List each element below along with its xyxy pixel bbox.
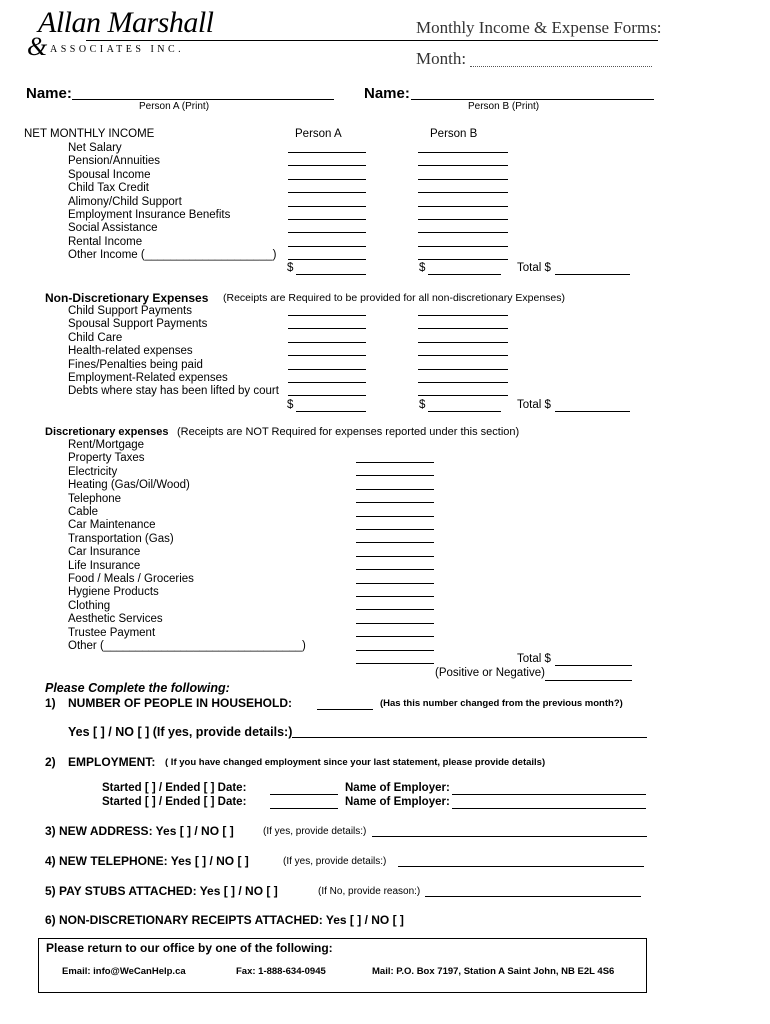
nondisc-item-field-a[interactable] (288, 355, 366, 356)
name-label-a: Name: (26, 85, 72, 102)
income-item-label: Pension/Annuities (68, 155, 161, 168)
nondisc-item-label: Debts where stay has been lifted by court (68, 385, 279, 398)
disc-item-label: Aesthetic Services (68, 613, 163, 626)
income-item-field-b[interactable] (418, 259, 508, 260)
disc-item-label: Trustee Payment (68, 626, 156, 639)
income-item-field-b[interactable] (418, 165, 508, 166)
name-sub-b: Person B (Print) (468, 101, 540, 112)
disc-item-field-amount[interactable] (356, 542, 434, 543)
nondisc-note: (Receipts are Required to be provided for all non-discretionary Expenses) (223, 292, 566, 304)
name-field-b[interactable] (411, 99, 654, 100)
q5-label[interactable]: 5) PAY STUBS ATTACHED: Yes [ ] / NO [ ] (45, 884, 278, 898)
disc-item-field-amount[interactable] (356, 609, 434, 610)
q1-count-field[interactable] (317, 709, 373, 710)
disc-item-label: Hygiene Products (68, 586, 159, 599)
nondisc-item-field-a[interactable] (288, 382, 366, 383)
income-col-b: Person B (430, 128, 478, 140)
nondisc-dollar-b: $ (419, 399, 426, 411)
month-label: Month: (416, 49, 467, 68)
income-item-label: Spousal Income (68, 168, 151, 181)
nondisc-total-label: Total $ (517, 399, 551, 411)
nondisc-item-field-a[interactable] (288, 395, 366, 396)
q4-details-field[interactable] (398, 866, 644, 867)
disc-item-label: Cable (68, 506, 99, 518)
q1-details-field[interactable] (292, 737, 647, 738)
income-item-label: Alimony/Child Support (68, 195, 182, 208)
nondisc-heading: Non-Discretionary Expenses (45, 291, 209, 305)
q2-row-1[interactable]: Started [ ] / Ended [ ] Date: (102, 782, 247, 794)
nondisc-item-label: Spousal Support Payments (68, 318, 208, 331)
nondisc-total-b[interactable] (428, 411, 501, 412)
logo-subtitle: ASSOCIATES INC. (50, 44, 185, 55)
disc-heading: Discretionary expenses (45, 426, 169, 438)
disc-item-label: Car Maintenance (68, 519, 156, 532)
income-item-field-b[interactable] (418, 246, 508, 247)
nondisc-total-a[interactable] (296, 411, 366, 412)
q6-label[interactable]: 6) NON-DISCRETIONARY RECEIPTS ATTACHED: Yes [ ] / NO [ ] (45, 913, 404, 927)
disc-item-label: Rent/Mortgage (68, 439, 145, 451)
income-item-field-b[interactable] (418, 219, 508, 220)
income-item-label: Employment Insurance Benefits (68, 209, 231, 221)
nondisc-item-field-b[interactable] (418, 369, 508, 370)
income-grand-total[interactable] (555, 274, 630, 275)
q2-date-field-2[interactable] (270, 808, 338, 809)
return-email[interactable]: Email: info@WeCanHelp.ca (62, 966, 186, 977)
disc-item-label: Other (_______________________________) (68, 640, 306, 652)
income-item-field-a[interactable] (288, 179, 366, 180)
disc-grand-total[interactable] (555, 665, 632, 666)
return-mail: Mail: P.O. Box 7197, Station A Saint John, NB E2L 4S6 (372, 966, 615, 977)
disc-item-label: Electricity (68, 465, 118, 478)
q2-employer-field-2[interactable] (452, 808, 646, 809)
disc-item-label: Transportation (Gas) (68, 532, 174, 545)
nondisc-item-label: Child Care (68, 331, 123, 344)
income-item-field-b[interactable] (418, 192, 508, 193)
disc-item-field-amount[interactable] (356, 462, 434, 463)
disc-item-field-amount[interactable] (356, 489, 434, 490)
nondisc-dollar-a: $ (287, 399, 294, 411)
income-dollar-a: $ (287, 262, 294, 274)
disc-item-label: Car Insurance (68, 546, 141, 559)
income-item-field-a[interactable] (288, 192, 366, 193)
income-item-field-b[interactable] (418, 152, 508, 153)
logo-ampersand: & (27, 32, 48, 61)
income-item-field-b[interactable] (418, 179, 508, 180)
name-field-a[interactable] (72, 99, 334, 100)
disc-item-field-amount[interactable] (356, 636, 434, 637)
disc-total-label: Total $ (517, 653, 551, 665)
nondisc-item-field-a[interactable] (288, 315, 366, 316)
q1-yes-no[interactable]: Yes [ ] / NO [ ] (If yes, provide details:) (68, 725, 293, 739)
nondisc-item-field-a[interactable] (288, 342, 366, 343)
q1-label: NUMBER OF PEOPLE IN HOUSEHOLD: (68, 696, 293, 710)
q4-label[interactable]: 4) NEW TELEPHONE: Yes [ ] / NO [ ] (45, 854, 249, 868)
income-item-field-a[interactable] (288, 246, 366, 247)
income-item-field-a[interactable] (288, 259, 366, 260)
logo-main: Allan Marshall (38, 6, 214, 39)
q2-employer-field-1[interactable] (452, 794, 646, 795)
nondisc-item-field-b[interactable] (418, 315, 508, 316)
disc-item-field-amount[interactable] (356, 475, 434, 476)
income-total-label: Total $ (517, 262, 551, 274)
q3-label[interactable]: 3) NEW ADDRESS: Yes [ ] / NO [ ] (45, 824, 234, 838)
month-field[interactable] (470, 66, 652, 67)
q2-row-2[interactable]: Started [ ] / Ended [ ] Date: (102, 796, 247, 808)
disc-item-label: Clothing (68, 599, 111, 612)
income-item-label: Other Income (____________________) (68, 249, 277, 262)
disc-item-field-amount[interactable] (356, 650, 434, 651)
disc-item-field-amount[interactable] (356, 569, 434, 570)
questions-intro: Please Complete the following: (45, 681, 230, 695)
income-item-label: Net Salary (68, 142, 122, 154)
disc-item-field-amount[interactable] (356, 663, 434, 664)
nondisc-item-field-b[interactable] (418, 342, 508, 343)
disc-item-field-amount[interactable] (356, 623, 434, 624)
disc-total-note: (Positive or Negative) (435, 667, 545, 679)
disc-item-field-amount[interactable] (356, 556, 434, 557)
nondisc-item-label: Employment-Related expenses (68, 372, 228, 384)
name-label-b: Name: (364, 85, 410, 102)
q3-details-field[interactable] (372, 836, 647, 837)
income-item-field-a[interactable] (288, 206, 366, 207)
income-col-a: Person A (295, 128, 342, 140)
disc-item-field-amount[interactable] (356, 502, 434, 503)
q2-number: 2) (45, 755, 56, 769)
nondisc-item-field-b[interactable] (418, 382, 508, 383)
disc-item-field-amount[interactable] (356, 596, 434, 597)
q1-note: (Has this number changed from the previous month?) (380, 698, 623, 709)
income-item-field-a[interactable] (288, 232, 366, 233)
disc-item-label: Property Taxes (68, 452, 145, 465)
disc-item-label: Food / Meals / Groceries (68, 573, 194, 585)
income-item-field-a[interactable] (288, 152, 366, 153)
income-dollar-b: $ (419, 262, 426, 274)
logo (0, 0, 300, 60)
q2-note: ( If you have changed employment since your last statement, please provide details) (165, 757, 546, 768)
disc-item-label: Life Insurance (68, 559, 141, 572)
disc-item-field-amount[interactable] (356, 583, 434, 584)
nondisc-item-field-a[interactable] (288, 328, 366, 329)
q3-note: (If yes, provide details:) (263, 826, 367, 837)
income-item-field-a[interactable] (288, 219, 366, 220)
q2-label: EMPLOYMENT: (68, 755, 156, 769)
income-item-field-a[interactable] (288, 165, 366, 166)
return-fax: Fax: 1-888-634-0945 (236, 966, 326, 977)
header-rule (86, 40, 658, 41)
q2-date-field-1[interactable] (270, 794, 338, 795)
disc-item-label: Heating (Gas/Oil/Wood) (68, 479, 190, 492)
return-heading: Please return to our office by one of the following: (46, 941, 333, 955)
form-title: Monthly Income & Expense Forms: (416, 18, 662, 37)
disc-item-field-amount[interactable] (356, 529, 434, 530)
nondisc-item-field-b[interactable] (418, 395, 508, 396)
income-item-label: Rental Income (68, 235, 143, 248)
disc-net-line (545, 680, 632, 681)
q2-employer-label-1: Name of Employer: (345, 782, 450, 794)
q5-note: (If No, provide reason:) (318, 886, 421, 897)
nondisc-grand-total[interactable] (555, 411, 630, 412)
income-item-field-b[interactable] (418, 206, 508, 207)
q2-employer-label-2: Name of Employer: (345, 796, 450, 808)
nondisc-item-field-a[interactable] (288, 369, 366, 370)
income-total-a[interactable] (296, 274, 366, 275)
nondisc-item-label: Child Support Payments (68, 305, 193, 317)
q5-details-field[interactable] (425, 896, 641, 897)
q1-number: 1) (45, 696, 56, 710)
nondisc-item-field-b[interactable] (418, 328, 508, 329)
nondisc-item-label: Health-related expenses (68, 345, 193, 358)
income-total-b[interactable] (428, 274, 501, 275)
income-item-label: Social Assistance (68, 222, 158, 235)
disc-note: (Receipts are NOT Required for expenses reported under this section) (177, 426, 520, 438)
name-sub-a: Person A (Print) (139, 101, 210, 112)
disc-item-field-amount[interactable] (356, 516, 434, 517)
nondisc-item-label: Fines/Penalties being paid (68, 358, 203, 371)
income-item-field-b[interactable] (418, 232, 508, 233)
income-item-label: Child Tax Credit (68, 182, 149, 195)
disc-item-label: Telephone (68, 492, 122, 505)
nondisc-item-field-b[interactable] (418, 355, 508, 356)
q4-note: (If yes, provide details:) (283, 856, 387, 867)
income-heading: NET MONTHLY INCOME (24, 128, 155, 140)
